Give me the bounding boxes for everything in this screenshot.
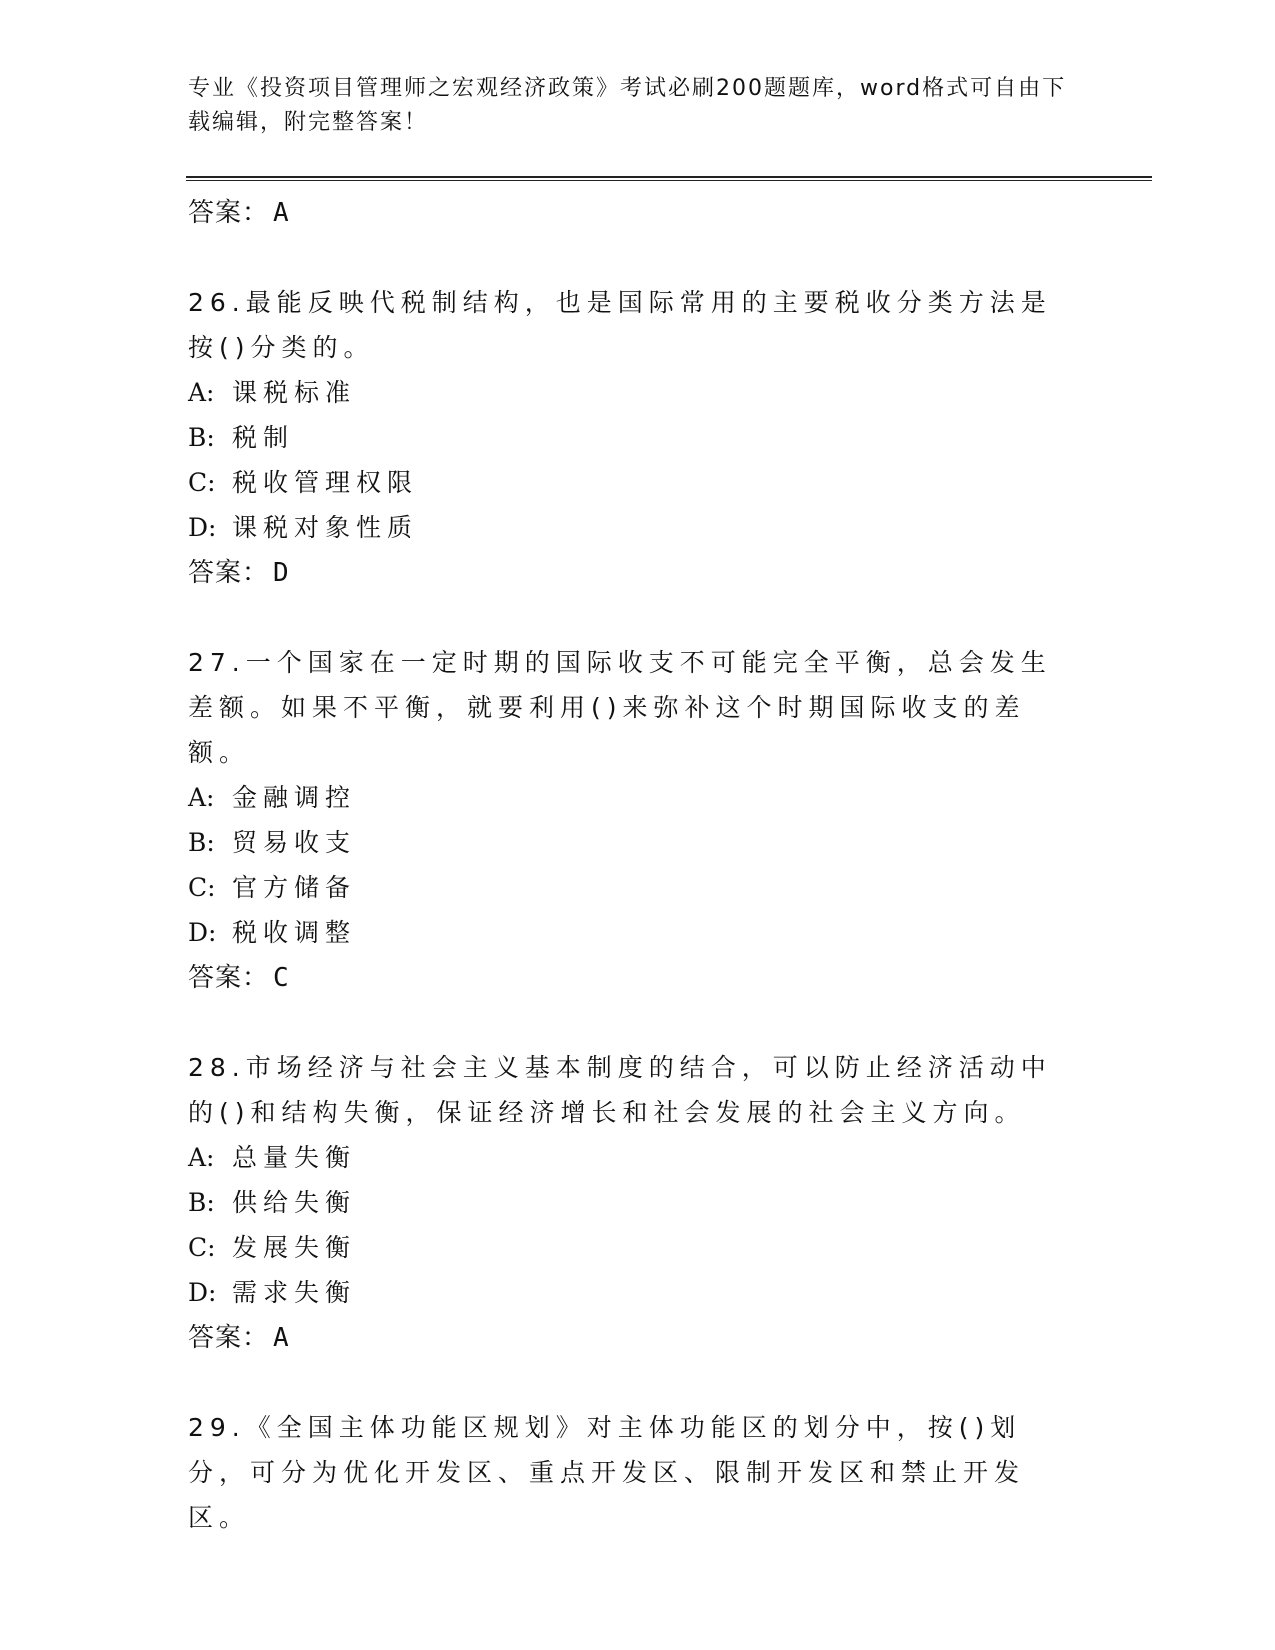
option-letter: A:	[188, 1143, 215, 1172]
divider-line-thick	[186, 176, 1152, 178]
option-letter: A:	[188, 783, 215, 812]
option-text: 课税标准	[232, 378, 357, 407]
answer-line	[188, 190, 1078, 236]
option-letter: A:	[188, 378, 215, 407]
option-letter: D:	[188, 918, 217, 947]
divider-line-thin	[186, 180, 1152, 181]
answer-value: A	[273, 1323, 290, 1353]
option-text: 官方储备	[232, 873, 357, 902]
question-26	[188, 280, 1078, 596]
option-d	[188, 505, 1078, 550]
question-stem: 26.最能反映代税制结构，也是国际常用的主要税收分类方法是按()分类的。	[188, 288, 1052, 362]
question-28	[188, 1045, 1078, 1361]
option-text: 供给失衡	[232, 1188, 357, 1217]
option-text: 课税对象性质	[232, 513, 419, 542]
option-d	[188, 1270, 1078, 1315]
answer-label: 答案：	[188, 963, 270, 993]
option-b	[188, 1180, 1078, 1225]
option-text: 金融调控	[232, 783, 357, 812]
option-letter: B:	[188, 1188, 215, 1217]
answer-label: 答案：	[188, 1323, 270, 1353]
option-c	[188, 1225, 1078, 1270]
option-a	[188, 1135, 1078, 1180]
option-c	[188, 460, 1078, 505]
option-c	[188, 865, 1078, 910]
option-b	[188, 820, 1078, 865]
answer-line	[188, 955, 1078, 1001]
option-letter: C:	[188, 873, 216, 902]
answer-value: D	[273, 558, 290, 588]
answer-value: A	[273, 198, 290, 228]
document-header: 专业《投资项目管理师之宏观经济政策》考试必刷200题题库，word格式可自由下载编辑，附完整答案！	[188, 76, 1067, 135]
option-a	[188, 775, 1078, 820]
option-b	[188, 415, 1078, 460]
option-text: 总量失衡	[232, 1143, 357, 1172]
option-text: 发展失衡	[232, 1233, 357, 1262]
option-d	[188, 910, 1078, 955]
option-text: 税收管理权限	[232, 468, 419, 497]
option-text: 贸易收支	[232, 828, 357, 857]
option-letter: C:	[188, 1233, 216, 1262]
answer-label: 答案：	[188, 558, 270, 588]
answer-line	[188, 550, 1078, 596]
question-27	[188, 640, 1078, 1001]
question-stem: 27.一个国家在一定时期的国际收支不可能完全平衡，总会发生差额。如果不平衡，就要利用()来弥补这个时期国际收支的差额。	[188, 648, 1052, 767]
answer-line	[188, 1315, 1078, 1361]
question-stem: 28.市场经济与社会主义基本制度的结合，可以防止经济活动中的()和结构失衡，保证经济增长和社会发展的社会主义方向。	[188, 1053, 1052, 1127]
question-stem: 29.《全国主体功能区规划》对主体功能区的划分中，按()划分，可分为优化开发区、重点开发区、限制开发区和禁止开发区。	[188, 1413, 1026, 1532]
answer-label: 答案：	[188, 198, 270, 228]
option-letter: D:	[188, 513, 217, 542]
option-a	[188, 370, 1078, 415]
option-letter: C:	[188, 468, 216, 497]
question-29	[188, 1405, 1078, 1540]
option-letter: B:	[188, 423, 215, 452]
answer-value: C	[273, 963, 290, 993]
question-list	[188, 190, 1078, 1540]
option-letter: D:	[188, 1278, 217, 1307]
option-text: 税制	[232, 423, 295, 452]
header-divider	[186, 176, 1152, 181]
option-letter: B:	[188, 828, 215, 857]
option-text: 税收调整	[232, 918, 357, 947]
option-text: 需求失衡	[232, 1278, 357, 1307]
